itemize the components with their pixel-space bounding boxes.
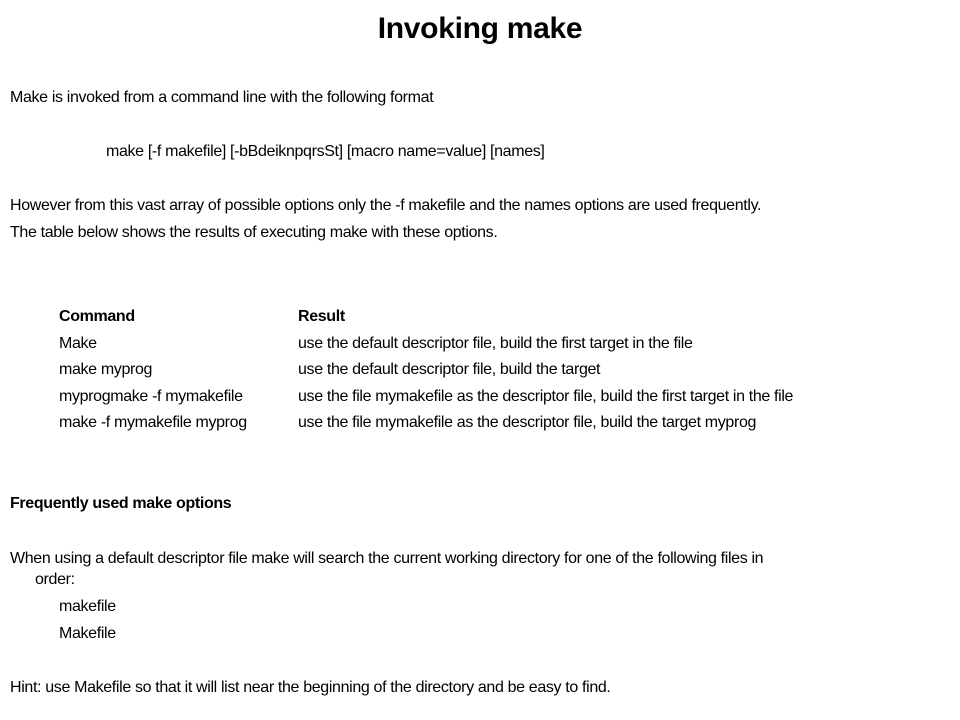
table-cell-command: myprogmake -f mymakefile	[59, 387, 243, 405]
table-cell-result: use the default descriptor file, build the target	[298, 361, 601, 378]
table-cell-command: make myprog	[59, 361, 153, 378]
paragraph-options: However from this vast array of possible options only the -f makefile and the names options are used frequently.	[10, 197, 762, 214]
page-title: Invoking make	[377, 12, 583, 45]
table-cell-command: Make	[59, 334, 97, 352]
search-paragraph-line1: When using a default descriptor file make will search the current working directory for one of the following files in	[10, 550, 764, 567]
hint-text: Hint: use Makefile so that it will list near the beginning of the directory and be easy to find.	[10, 679, 611, 696]
intro-text: Make is invoked from a command line with the following format	[10, 89, 434, 106]
table-cell-command: make -f mymakefile myprog	[59, 414, 247, 431]
table-cell-result: use the default descriptor file, build the first target in the file	[298, 334, 693, 352]
table-cell-result: use the file mymakefile as the descriptor file, build the target myprog	[298, 414, 757, 431]
file-name-item: makefile	[59, 598, 116, 615]
table-header-command: Command	[59, 308, 135, 325]
table-header-result: Result	[298, 308, 345, 325]
paragraph-table-intro: The table below shows the results of executing make with these options.	[10, 224, 498, 241]
table-cell-result: use the file mymakefile as the descriptor file, build the first target in the file	[298, 387, 794, 405]
search-paragraph-line2: order:	[35, 571, 75, 588]
section-heading: Frequently used make options	[10, 495, 232, 512]
syntax-text: make [-f makefile] [-bBdeiknpqrsSt] [macro name=value] [names]	[106, 143, 545, 160]
file-name-item: Makefile	[59, 625, 116, 642]
